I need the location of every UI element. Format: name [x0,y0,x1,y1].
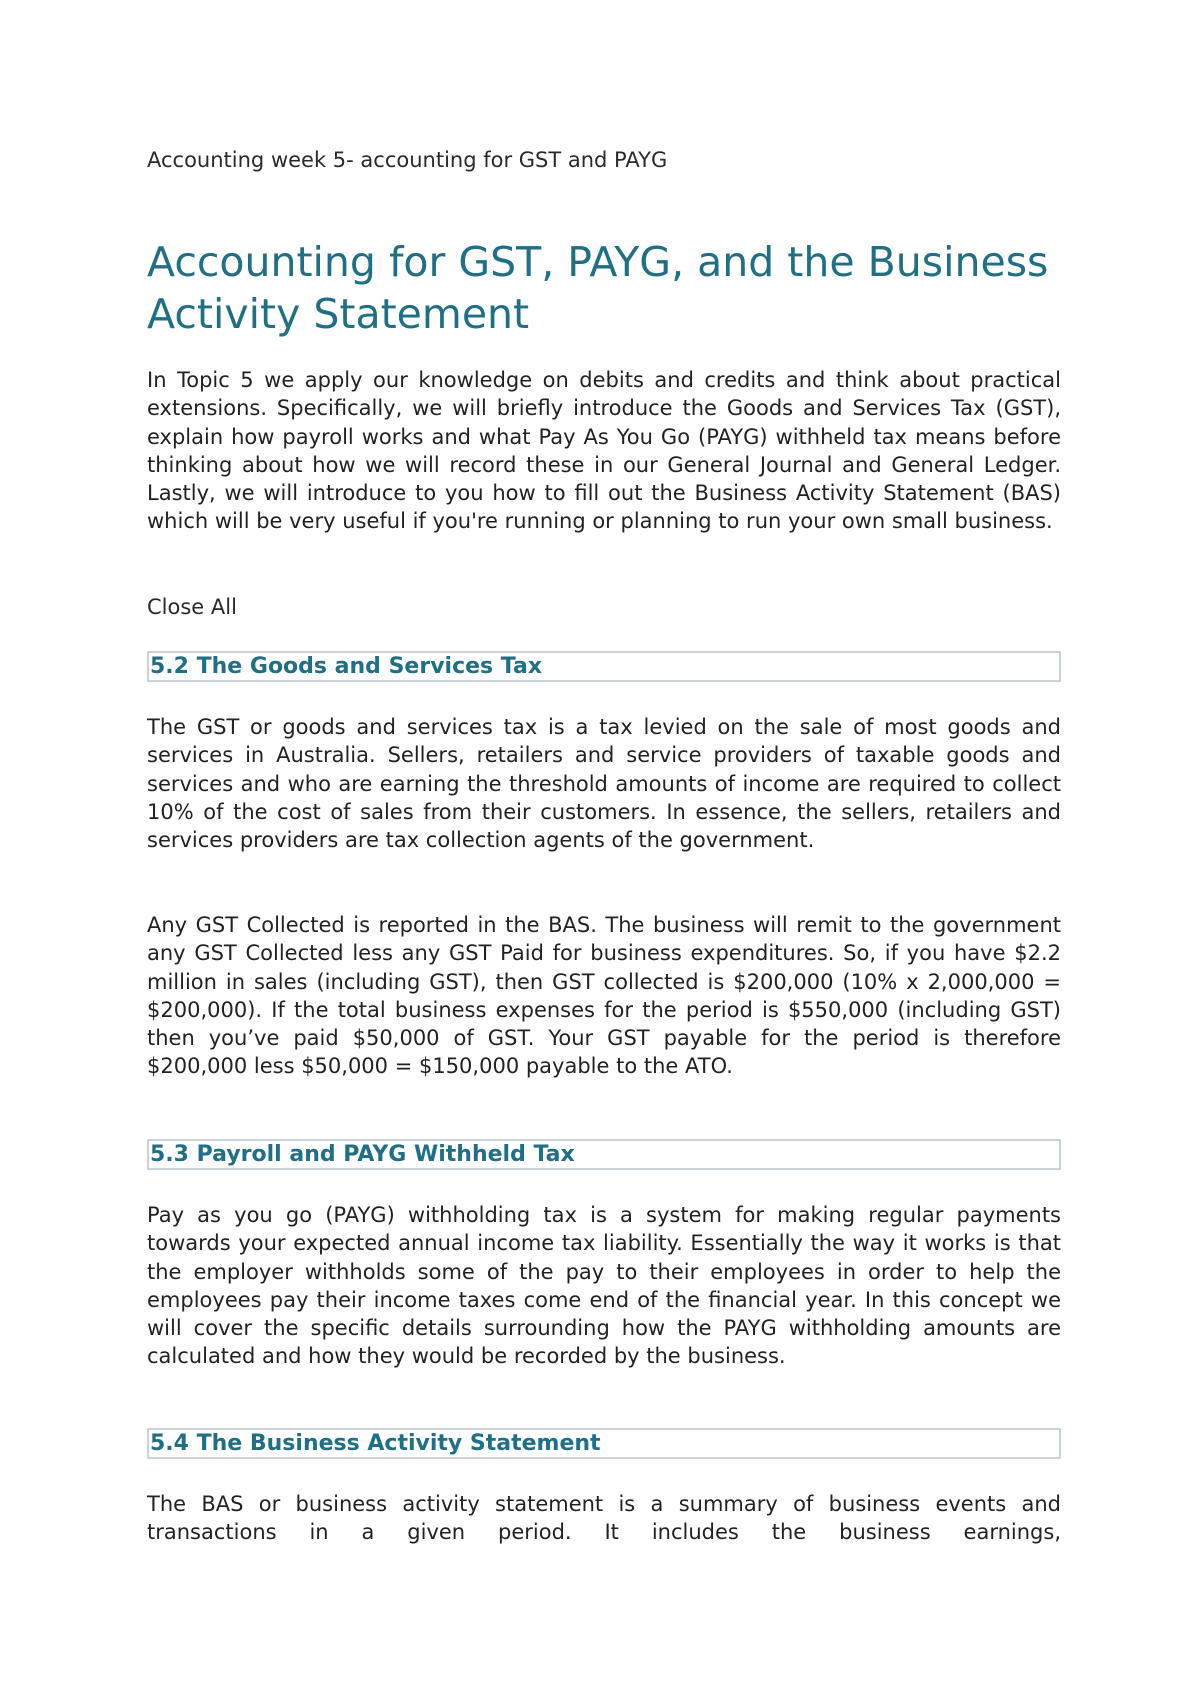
bas-paragraph: The BAS or business activity statement is a summary of business events and transactions in a given period. It includes the business earnings, [147,1492,1061,1545]
gst-paragraph-1: The GST or goods and services tax is a tax levied on the sale of most goods and services in Australia. Sellers, retailers and service providers of taxable goods and services and who are earning the threshold amounts of income are required to collect 10% of the cost of sales from their customers. In essence, the sellers, retailers and services providers are tax collection agents of the government. [147,715,1061,853]
intro-paragraph: In Topic 5 we apply our knowledge on debits and credits and think about practical extensions. Specifically, we will briefly introduce the Goods and Services Tax (GST), explain how payroll works and what Pay As You Go (PAYG) withheld tax means before thinking about how we will record these in our General Journal and General Ledger. Lastly, we will introduce to you how to fill out the Business Activity Statement (BAS) which will be very useful if you're running or planning to run your own small business. [147,368,1061,534]
document-header: Accounting week 5- accounting for GST and PAYG [147,148,668,172]
document-title: Accounting for GST, PAYG, and the Business Activity Statement [147,238,1049,338]
section-heading-payroll[interactable]: 5.3 Payroll and PAYG Withheld Tax [147,1139,1061,1170]
section-heading-gst[interactable]: 5.2 The Goods and Services Tax [147,651,1061,682]
section-heading-bas[interactable]: 5.4 The Business Activity Statement [147,1428,1061,1459]
close-all-link[interactable]: Close All [147,595,237,619]
gst-paragraph-2: Any GST Collected is reported in the BAS. The business will remit to the government any GST Collected less any GST Paid for business expenditures. So, if you have $2.2 million in sales (including GST), then GST collected is $200,000 (10% x 2,000,000 = $200,000). If the total business expenses for the period is $550,000 (including GST) then you’ve paid $50,000 of GST. Your GST payable for the period is therefore $200,000 less $50,000 = $150,000 payable to the ATO. [147,913,1061,1079]
payroll-paragraph: Pay as you go (PAYG) withholding tax is a system for making regular payments towards your expected annual income tax liability. Essentially the way it works is that the employer withholds some of the pay to their employees in order to help the employees pay their income taxes come end of the financial year. In this concept we will cover the specific details surrounding how the PAYG withholding amounts are calculated and how they would be recorded by the business. [147,1203,1061,1369]
